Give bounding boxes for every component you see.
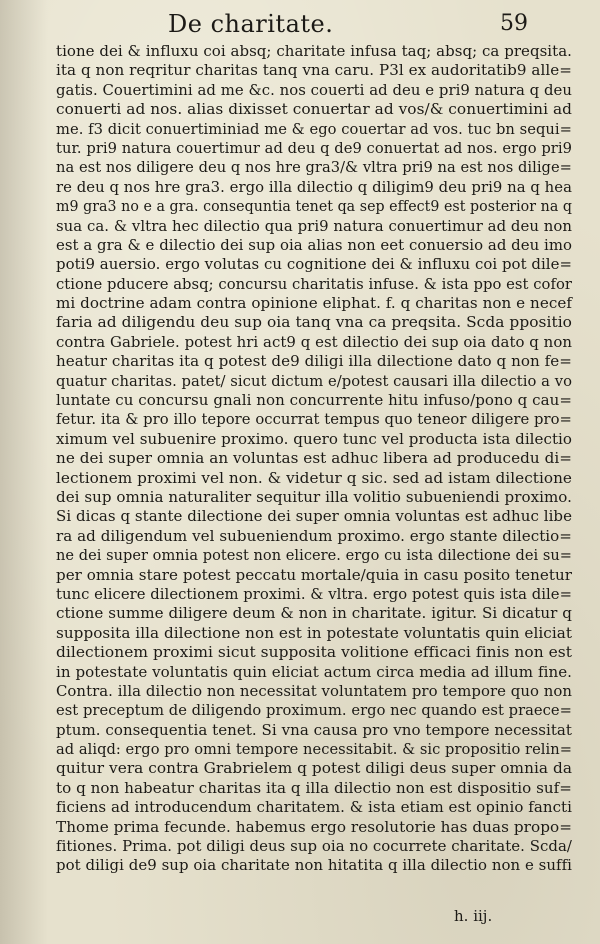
text-line: est a gra & e dilectio dei sup oia alias non eet conuersio ad deu imo (56, 236, 572, 254)
text-line: Contra. illa dilectio non necessitat voluntatem pro tempore quo non (56, 682, 572, 700)
text-line: fetur. ita & pro illo tepore occurrat tempus quo teneor diligere pro= (56, 411, 572, 429)
text-line: Thome prima fecunde. habemus ergo resolutorie has duas propo= (56, 818, 572, 836)
text-line: lectionem proximi vel non. & videtur q sic. sed ad istam dilectione (56, 469, 572, 487)
body-text (56, 42, 572, 876)
text-line: tunc elicere dilectionem proximi. & vltra. ergo potest quis ista dile= (56, 585, 572, 603)
text-line: in potestate voluntatis quin eliciat actum circa media ad illum fine. (56, 663, 572, 681)
text-line: tione dei & influxu coi absq; charitate infusa taq; absq; ca preqsita. (56, 43, 572, 60)
text-line: me. f3 dicit conuertiminiad me & ego couertar ad vos. tuc bn sequi= (56, 120, 572, 138)
text-line: tur. pri9 natura couertimur ad deu q de9 conuertat ad nos. ergo pri9 (56, 139, 572, 157)
text-line: dei sup omnia naturaliter sequitur illa volitio subueniendi proximo. (56, 488, 572, 506)
text-line: poti9 auersio. ergo volutas cu cognitione dei & influxu coi pot dile= (56, 256, 572, 274)
text-line: ctione pducere absq; concursu charitatis infuse. & ista ppo est cofor (56, 275, 572, 293)
signature-mark: h. iij. (454, 907, 493, 925)
text-line: ptum. consequentia tenet. Si vna causa pro vno tempore necessitat (56, 721, 572, 739)
page-gutter-shadow (0, 0, 48, 944)
text-line: faria ad diligendu deu sup oia tanq vna ca preqsita. Scda ppositio (56, 314, 572, 332)
text-line: conuerti ad nos. alias dixisset conuertar ad vos/& conuertimini ad (56, 101, 572, 119)
text-line: heatur charitas ita q potest de9 diligi illa dilectione dato q non fe= (56, 353, 572, 371)
page-number: 59 (500, 11, 528, 36)
text-line: gatis. Couertimini ad me &c. nos couerti ad deu e pri9 natura q deu (56, 81, 572, 99)
text-line: ximum vel subuenire proximo. quero tunc vel producta ista dilectio (56, 430, 572, 448)
running-title: De charitate. (168, 10, 334, 38)
text-line: per omnia stare potest peccatu mortale/quia in casu posito tenetur (56, 566, 572, 584)
text-line: quatur charitas. patet/ sicut dictum e/potest causari illa dilectio a vo (56, 372, 572, 390)
text-line: quitur vera contra Grabrielem q potest diligi deus super omnia da (56, 760, 572, 778)
text-line: ra ad diligendum vel subueniendum proximo. ergo stante dilectio= (56, 527, 572, 545)
text-line: na est nos diligere deu q nos hre gra3/& vltra pri9 na est nos dilige= (56, 159, 572, 177)
page-header (0, 8, 600, 40)
text-line: sua ca. & vltra hec dilectio qua pri9 natura conuertimur ad deu non (56, 217, 572, 235)
text-line: mi doctrine adam contra opinione eliphat. f. q charitas non e necef (56, 295, 572, 313)
text-line: ne dei super omnia potest non elicere. ergo cu ista dilectione dei su= (56, 547, 572, 565)
text-line: m9 gra3 no e a gra. consequntia tenet qa sep effect9 est posterior na q (56, 198, 572, 216)
text-line: re deu q nos hre gra3. ergo illa dilectio q diligim9 deu pri9 na q hea (56, 178, 572, 196)
text-line: fitiones. Prima. pot diligi deus sup oia no cocurrete charitate. Scda/ (56, 838, 572, 856)
text-line: dilectionem proximi sicut supposita volitione efficaci finis non est (56, 644, 572, 662)
text-line: ad aliqd: ergo pro omni tempore necessitabit. & sic propositio relin= (56, 741, 572, 759)
text-line: to q non habeatur charitas ita q illa dilectio non est dispositio suf= (56, 779, 572, 797)
text-line: Si dicas q stante dilectione dei super omnia voluntas est adhuc libe (56, 508, 572, 526)
text-line: supposita illa dilectione non est in potestate voluntatis quin eliciat (56, 624, 572, 642)
text-line: ne dei super omnia an voluntas est adhuc libera ad producedu di= (56, 450, 572, 468)
text-line: ficiens ad introducendum charitatem. & ista etiam est opinio fancti (56, 799, 572, 817)
text-line: ita q non reqritur charitas tanq vna caru. P3l ex audoritatib9 alle= (56, 62, 572, 80)
text-line: contra Gabriele. potest hri act9 q est dilectio dei sup oia dato q non (56, 333, 572, 351)
text-line: pot diligi de9 sup oia charitate non hitatita q illa dilectio non e suffi (56, 857, 572, 875)
text-line: est preceptum de diligendo proximum. ergo nec quando est praece= (56, 702, 572, 720)
text-line: ctione summe diligere deum & non in charitate. igitur. Si dicatur q (56, 605, 572, 623)
text-line: luntate cu concursu gnali non concurrente hitu infuso/pono q cau= (56, 392, 572, 410)
